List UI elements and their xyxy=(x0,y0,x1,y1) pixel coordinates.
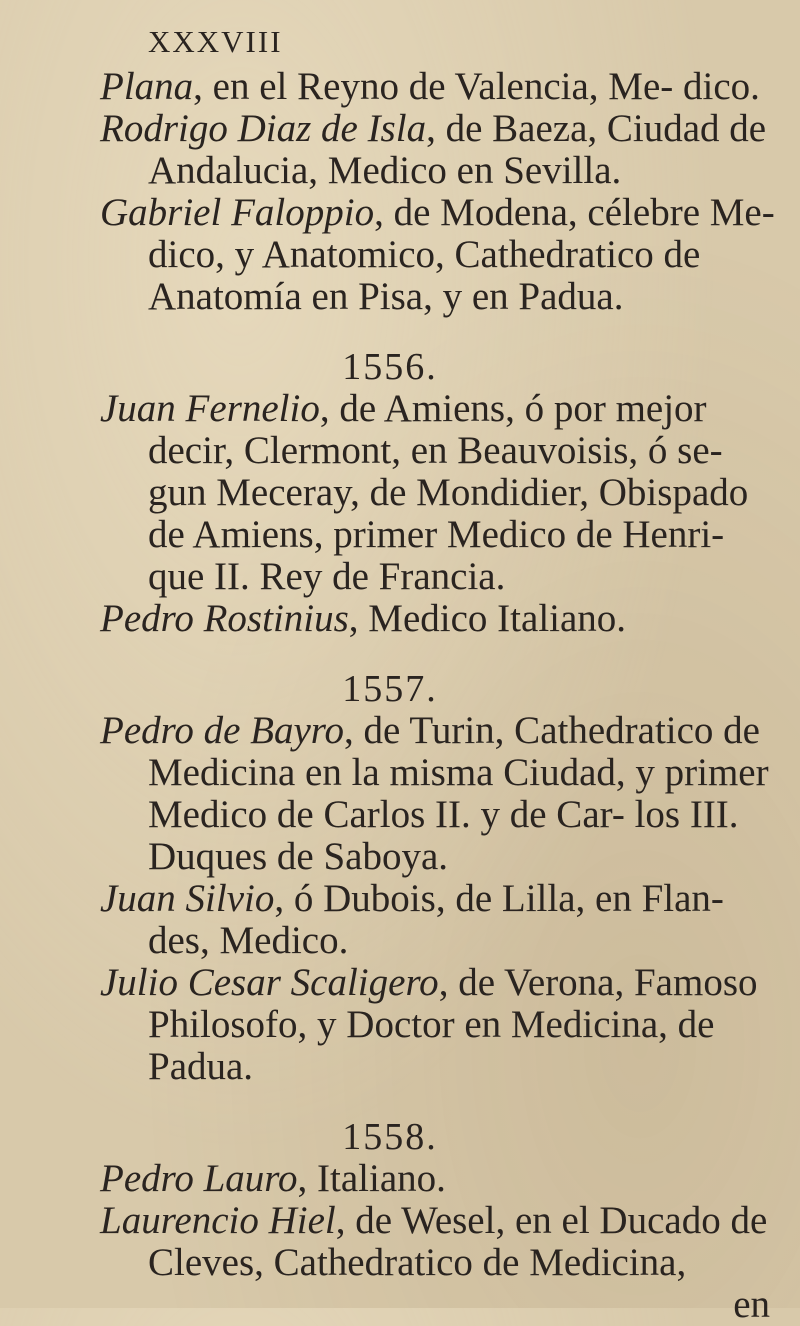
entry-name: Juan Fernelio xyxy=(100,387,320,430)
entry xyxy=(100,388,790,598)
page-body xyxy=(100,66,790,1326)
entry-name: Pedro de Bayro xyxy=(100,709,345,752)
entry-text: , de Baeza, Ciudad de Andalucia, Medico en Sevilla. xyxy=(148,107,767,192)
entry-text: , de Amiens, ó por mejor decir, Clermont, en Beauvoisis, ó se- gun Meceray, de Mondidier, Obispado de Amiens, primer Medico de Henri- que II. Rey de Francia. xyxy=(148,387,749,598)
year-heading: 1557. xyxy=(342,668,438,710)
entry-text: , de Modena, célebre Me- dico, y Anatomico, Cathedratico de Anatomía en Pisa, y en Padua. xyxy=(148,191,775,318)
entry-name: Rodrigo Diaz de Isla xyxy=(100,107,427,150)
entry xyxy=(100,1200,790,1284)
entry-text: , de Turin, Cathedratico de Medicina en la misma Ciudad, y primer Medico de Carlos II. y de Car- los III. Duques de Saboya. xyxy=(148,709,769,878)
entry-text: , de Verona, Famoso Philosofo, y Doctor en Medicina, de Padua. xyxy=(148,961,758,1088)
entry-text: , de Wesel, en el Ducado de Cleves, Cathedratico de Medicina, xyxy=(148,1199,768,1284)
entry-name: Julio Cesar Scaligero xyxy=(100,961,439,1004)
entry-name: Pedro Lauro xyxy=(100,1157,298,1200)
entry xyxy=(100,1158,790,1200)
entry-text: , Medico Italiano. xyxy=(348,597,627,640)
entry xyxy=(100,66,790,108)
page-number: XXXVIII xyxy=(148,24,283,59)
entry-name: Pedro Rostinius xyxy=(100,597,349,640)
entry-text: , Italiano. xyxy=(297,1157,446,1200)
entry xyxy=(100,878,790,962)
entry-name: Gabriel Faloppio xyxy=(100,191,375,234)
catchword: en xyxy=(733,1283,770,1326)
entry-name: Juan Silvio xyxy=(100,877,275,920)
entry xyxy=(100,192,790,318)
year-heading: 1556. xyxy=(342,346,438,388)
entry-name: Laurencio Hiel xyxy=(100,1199,336,1242)
entry xyxy=(100,598,790,640)
entry xyxy=(100,108,790,192)
entry-name: Plana xyxy=(100,65,194,108)
entry-text: , en el Reyno de Valencia, Me- dico. xyxy=(193,65,760,108)
entry-text: , ó Dubois, de Lilla, en Flan- des, Medico. xyxy=(148,877,724,962)
entry xyxy=(100,710,790,878)
entry xyxy=(100,962,790,1088)
year-heading: 1558. xyxy=(342,1116,438,1158)
